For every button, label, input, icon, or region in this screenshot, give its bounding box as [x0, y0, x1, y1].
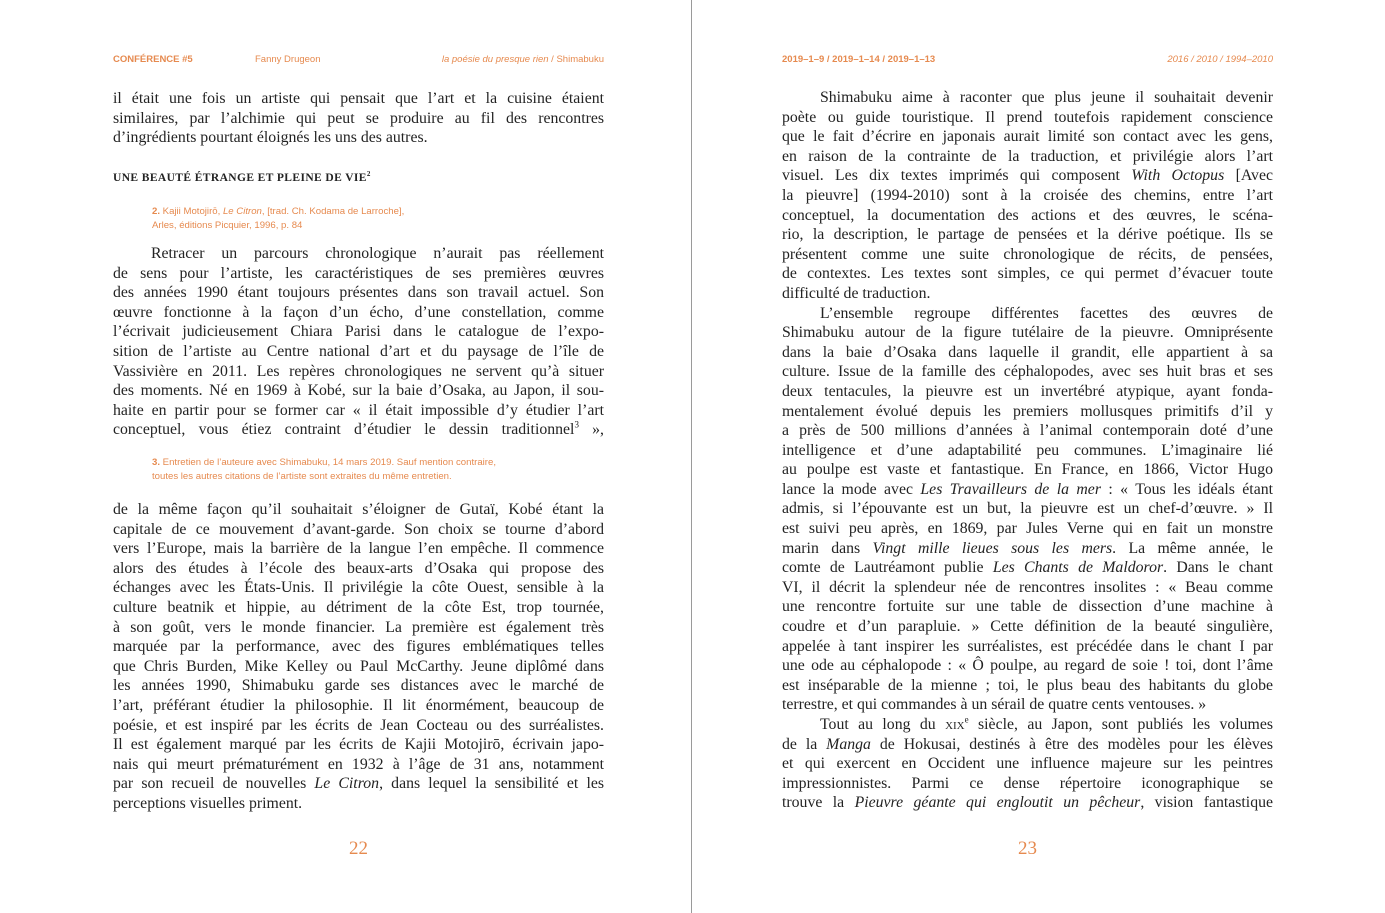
paragraph-2-tail: [113, 774, 604, 813]
paragraph-1-line: l’écrivait judicieusement Chiara Parisi dans le catalogue de l’expo-: [113, 323, 604, 341]
text-segment: appelée à tant inspirer les surréalistes, est précédée dans le chant I par: [782, 637, 1273, 655]
section-heading: [113, 170, 604, 184]
footnote-2-book-title: Le Citron: [222, 206, 262, 217]
right-page: [782, 0, 1273, 913]
footnote-2: [152, 205, 592, 233]
text-segment: au poulpe est vaste et fantastique. En France, en 1866, Victor Hugo: [782, 461, 1273, 479]
text-segment: a près de 500 millions d’années à l’animal contemporain doté d’une: [782, 422, 1273, 440]
page-number-left: 22: [349, 838, 368, 859]
header-title-subject: Shimabuku: [556, 54, 604, 65]
book-gutter: [691, 0, 692, 913]
text-segment: : « Tous les idéals étant: [1100, 480, 1273, 498]
left-page: [113, 0, 604, 913]
text-segment: coudre et d’un parapluie. » Cette définition de la beauté singulière,: [782, 618, 1273, 636]
text-segment: dans la baie d’Osaka dans laquelle il grandit, elle appartient à sa: [782, 343, 1273, 361]
paragraph-1-last-after: »,: [578, 421, 604, 439]
paragraph-2-line: nais qui meurt prématurément en 1932 à l’âge de 31 ans, notamment: [113, 755, 604, 773]
text-segment: poète ou guide touristique. Il prend toutefois rapidement conscience: [782, 108, 1273, 126]
paragraph-1-line: des moments. Né en 1969 à Kobé, sur la baie d’Osaka, au Japon, il sou-: [113, 382, 604, 400]
paragraph-1-last-line: [113, 420, 604, 440]
text-segment: difficulté de traduction.: [782, 284, 931, 302]
paragraph-1-last-text: conceptuel, vous étiez contraint d’étudier le dessin traditionnel: [113, 421, 575, 439]
text-segment: deux tentacules, la pieuvre est un invertébré atypique, ayant fonda-: [782, 382, 1273, 400]
footnote-3: [152, 456, 592, 484]
paragraph-1-last-line-wrap: [113, 420, 604, 440]
text-segment: une rencontre fortuite sur une table de dissection d’une machine à: [782, 598, 1273, 616]
footnote-2-number: 2.: [152, 206, 161, 217]
paragraph-2-line: l’art, préférant étudier la philosophie. Il lit énormément, beaucoup de: [113, 696, 604, 714]
right-body-line: [782, 695, 1273, 715]
italic-title: Les Travailleurs de la mer: [920, 480, 1101, 498]
right-body-line: [782, 460, 1273, 480]
right-body-line: [782, 715, 1273, 735]
text-segment: est inséparable de la mienne ; toi, le plus beau des habitants du globe: [782, 676, 1273, 694]
intro-line: il était une fois un artiste qui pensait que l’art et la cuisine étaient: [113, 90, 604, 107]
paragraph-2-line: poésie, et est inspiré par les écrits de Jean Cocteau ou des surréalistes.: [113, 716, 604, 734]
text-segment: visuel. Les dix textes imprimés qui composent: [782, 167, 1132, 185]
paragraph-2: [113, 500, 604, 774]
right-body-line: [782, 343, 1273, 363]
right-body-line: [782, 382, 1273, 402]
paragraph-1-line: sition de l’artiste au Centre national d’art et du paysage de l’île de: [113, 342, 604, 360]
text-segment: Shimabuku aime à raconter que plus jeune il souhaitait devenir: [820, 89, 1273, 106]
text-segment: trouve la: [782, 794, 855, 812]
paragraph-2-citron-before: par son recueil de nouvelles: [113, 775, 315, 793]
text-segment: de la: [782, 735, 827, 753]
right-body-line: [782, 108, 1273, 128]
text-segment: . La même année, le: [1112, 539, 1273, 557]
paragraph-2-citron-title: Le Citron: [314, 775, 380, 793]
text-segment: de Hokusai, destinés à être des modèles pour les élèves: [870, 735, 1273, 753]
footnote-3-text: Entretien de l’auteure avec Shimabuku, 14 mars 2019. Sauf mention contraire,: [160, 457, 496, 468]
header-years: 2016 / 2010 / 1994–2010: [1167, 54, 1273, 65]
text-segment: , vision fantastique: [1140, 794, 1273, 812]
right-page-body: [782, 88, 1273, 813]
right-body-line: [782, 441, 1273, 461]
footnote-2-line-1: [152, 205, 592, 219]
right-body-line: [782, 323, 1273, 343]
paragraph-1-line: œuvre fonctionne à la façon d’un écho, d’une constellation, comme: [113, 303, 604, 321]
italic-title: With Octopus: [1131, 167, 1225, 185]
text-segment: en raison de la contrainte de la traduction, et privilégie alors l’art: [782, 147, 1273, 165]
footnote-2-text: Kajii Motojirō,: [160, 206, 223, 217]
paragraph-2-line: alors des études à l’école des beaux-arts d’Osaka qui propose des: [113, 559, 604, 577]
text-segment: une ode au céphalopode : « Ô poulpe, au regard de soie ! toi, dont l’âme: [782, 657, 1273, 675]
paragraph-2-line: à son goût, vers le monde financier. La première est également très: [113, 618, 604, 636]
footnote-3-line-1: [152, 456, 592, 470]
paragraph-2-line: capitale de ce mouvement d’avant-garde. Son choix se tourne d’abord: [113, 520, 604, 538]
footnote-3-ref: 3: [574, 420, 579, 431]
text-segment: mentalement évolué depuis les premiers mollusques primitifs d’il y: [782, 402, 1273, 420]
paragraph-2-line-citron: [113, 774, 604, 794]
footnote-2-line-2: Arles, éditions Picquier, 1996, p. 84: [152, 220, 303, 231]
text-segment: [Avec: [1224, 167, 1273, 185]
right-body-line: [782, 147, 1273, 167]
paragraph-1-line: de sens pour l’artiste, les caractéristiques de ses premières œuvres: [113, 264, 604, 282]
text-segment: admis, si l’épouvante est un but, la pieuvre est un chef-d’œuvre. » Il: [782, 500, 1273, 518]
text-segment: siècle, au Japon, sont publiés les volumes: [968, 716, 1273, 733]
text-segment: Tout au long du: [820, 716, 946, 733]
right-body-line: [782, 637, 1273, 657]
intro-line: d’ingrédients pourtant éloignés les uns des autres.: [113, 129, 428, 147]
paragraph-1: [113, 244, 604, 420]
header-title: [442, 54, 604, 65]
right-body-line: [782, 578, 1273, 598]
right-body-line: [782, 519, 1273, 539]
right-body-line: [782, 499, 1273, 519]
paragraph-2-line: les années 1990, Shimabuku garde ses distances avec le marché de: [113, 677, 604, 695]
header-section: CONFÉRENCE #5: [113, 54, 193, 65]
text-segment: terrestre, et qui commandes à un sérail de quatre cents ventouses. »: [782, 696, 1207, 714]
right-body-line: [782, 793, 1273, 813]
running-header-left: [113, 54, 604, 68]
header-author: Fanny Drugeon: [255, 54, 321, 65]
right-body-line: [782, 735, 1273, 755]
right-body-line: [782, 88, 1273, 108]
paragraph-2-line: échanges avec les États-Unis. Il privilégie la côte Ouest, sensible à la: [113, 579, 604, 597]
right-body-line: [782, 597, 1273, 617]
paragraph-2-line: marquée par la performance, avec des figures emblématiques telles: [113, 638, 604, 656]
text-segment: VI, il décrit la splendeur née de rencontres insolites : « Beau comme: [782, 578, 1273, 596]
right-body-line: [782, 264, 1273, 284]
italic-title: Manga: [826, 735, 871, 753]
footnote-2-text-after: , [trad. Ch. Kodama de Larroche],: [261, 206, 405, 217]
right-body-line: [782, 421, 1273, 441]
right-body-line: [782, 186, 1273, 206]
text-segment: lance la mode avec: [782, 480, 921, 498]
paragraph-2-line: que Chris Burden, Mike Kelley ou Paul McCarthy. Jeune diplômé dans: [113, 657, 604, 675]
text-segment: . Dans le chant: [1163, 559, 1273, 577]
text-segment: et qui exercent en Occident une influence majeure sur les peintres: [782, 755, 1273, 773]
paragraph-1-line: Retracer un parcours chronologique n’aurait pas réellement: [151, 245, 604, 262]
text-segment: que le fait d’écrire en japonais aurait limité son contact avec les gens,: [782, 128, 1273, 146]
text-segment: conceptuel, la documentation des actions et des œuvres, le scéna-: [782, 206, 1273, 224]
text-segment: rio, la description, le partage de pensées et la dérive poétique. Ils se: [782, 226, 1273, 244]
paragraph-2-last-line: perceptions visuelles priment.: [113, 794, 303, 812]
right-body-line: [782, 480, 1273, 500]
right-body-line: [782, 676, 1273, 696]
text-segment: la pieuvre] (1994-2010) sont à la croisée des chemins, entre l’art: [782, 186, 1273, 204]
paragraph-2-line: de la même façon qu’il souhaitait s’éloigner de Gutaï, Kobé étant la: [113, 501, 604, 518]
paragraph-2-line: vers l’Europe, mais la barrière de la langue l’en empêche. Il commence: [113, 540, 604, 558]
right-body-line: [782, 304, 1273, 324]
text-segment: est suivi peu après, en 1869, par Jules Verne qui en fait un monstre: [782, 520, 1273, 538]
right-body-line: [782, 539, 1273, 559]
right-body-line: [782, 617, 1273, 637]
text-segment: intelligence et d’une adaptabilité peu communes. L’imaginaire lié: [782, 441, 1273, 459]
header-codes: 2019–1–9 / 2019–1–14 / 2019–1–13: [782, 54, 936, 65]
text-segment: marin dans: [782, 539, 873, 557]
right-body-line: [782, 245, 1273, 265]
italic-title: Vingt mille lieues sous les mers: [872, 539, 1113, 557]
superscript: e: [964, 715, 969, 725]
right-body-line: [782, 774, 1273, 794]
heading-note-ref: 2: [366, 170, 371, 178]
text-segment: de contextes. Les textes sont simples, ce qui permet d’évacuer toute: [782, 265, 1273, 283]
paragraph-2-citron-after: , dans lequel la sensibilité et les: [379, 775, 604, 793]
footnote-3-line-2: toutes les autres citations de l’artiste sont extraites du même entretien.: [152, 471, 452, 482]
right-body-line: [782, 127, 1273, 147]
right-body-line: [782, 166, 1273, 186]
right-body-line: [782, 558, 1273, 578]
intro-paragraph: [113, 89, 604, 148]
paragraph-2-line: Il est également marqué par les écrits de Kajii Motojirō, écrivain japo-: [113, 736, 604, 754]
text-segment: présentent comme une suite chronologique de récits, de pensées,: [782, 245, 1273, 263]
intro-line: similaires, par l’alchimie qui peut se produire au fil des rencontres: [113, 109, 604, 127]
right-body-line: [782, 206, 1273, 226]
text-segment: impressionnistes. Parmi ce dense répertoire iconographique se: [782, 774, 1273, 792]
page-number-right: 23: [1018, 838, 1037, 859]
italic-title: Les Chants de Maldoror: [992, 559, 1164, 577]
paragraph-1-line: des années 1990 étant toujours présentes dans son travail actuel. Son: [113, 284, 604, 302]
italic-title: Pieuvre géante qui engloutit un pêcheur: [854, 794, 1141, 812]
right-body-line: [782, 402, 1273, 422]
header-title-italic: la poésie du presque rien: [441, 54, 549, 65]
right-body-line: [782, 362, 1273, 382]
right-body-line: [782, 656, 1273, 676]
header-title-separator: /: [548, 54, 557, 65]
section-heading-text: UNE BEAUTÉ ÉTRANGE ET PLEINE DE VIE: [113, 171, 367, 184]
paragraph-1-line: haite en partir pour se former car « il était impossible d’y étudier l’art: [113, 401, 604, 419]
text-segment: culture. Issue de la famille des céphalopodes, avec ses huit bras et ses: [782, 363, 1273, 381]
right-body-line: [782, 754, 1273, 774]
footnote-3-number: 3.: [152, 457, 161, 468]
text-segment: comte de Lautréamont publie: [782, 559, 993, 577]
right-body-line: [782, 225, 1273, 245]
running-header-right: [782, 54, 1273, 68]
text-segment: L’ensemble regroupe différentes facettes des œuvres de: [820, 304, 1273, 322]
right-body-line: [782, 284, 1273, 304]
paragraph-1-line: Vassivière en 2011. Les repères chronologiques ne servent qu’à situer: [113, 362, 604, 380]
text-segment: Shimabuku autour de la figure tutélaire de la pieuvre. Omniprésente: [782, 324, 1273, 342]
paragraph-2-line: culture beatnik et hippie, au détriment de la côte Est, trop tournée,: [113, 598, 604, 616]
text-segment: xix: [945, 716, 965, 733]
